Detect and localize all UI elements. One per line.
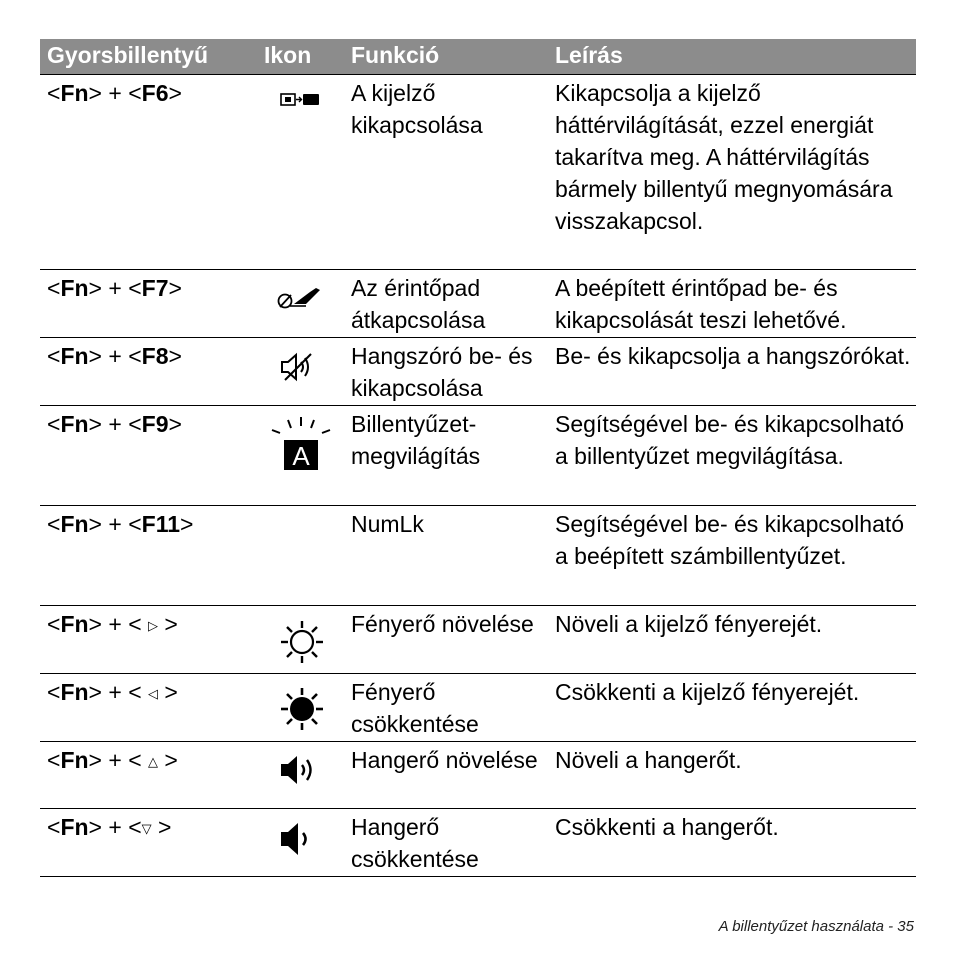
- function-text: NumLk: [351, 511, 424, 537]
- description-text: Növeli a kijelző fényerejét.: [555, 611, 823, 637]
- description-text: Be- és kikapcsolja a hangszórókat.: [555, 343, 911, 369]
- header-function: Funkció: [351, 42, 440, 68]
- keyboard-backlight-icon: [270, 416, 332, 472]
- function-text: Hangerő növelése: [351, 747, 538, 773]
- table-row: [40, 406, 916, 506]
- header-description: Leírás: [555, 42, 623, 68]
- shortcut-key: <Fn> + <F8>: [47, 343, 182, 369]
- description-text: Növeli a hangerőt.: [555, 747, 742, 773]
- description-text: Kikapcsolja a kijelző háttérvilágítását, ezzel energiát takarítva meg. A háttérvilágítás bármely billentyű megnyomására visszakapcsol.: [555, 80, 893, 234]
- function-text: Fényerő csökkentése: [351, 679, 479, 737]
- shortcut-key: <Fn> + <F6>: [47, 80, 182, 106]
- table-row: [40, 506, 916, 606]
- function-text: Billentyűzet-megvilágítás: [351, 411, 481, 469]
- description-text: Segítségével be- és kikapcsolható a billentyűzet megvilágítása.: [555, 411, 905, 469]
- description-text: Csökkenti a kijelző fényerejét.: [555, 679, 860, 705]
- function-text: Fényerő növelése: [351, 611, 534, 637]
- table-row: [40, 338, 916, 406]
- function-text: Hangszóró be- és kikapcsolása: [351, 343, 533, 401]
- table-row: [40, 270, 916, 338]
- table-row: [40, 75, 916, 270]
- table-header: [40, 39, 916, 75]
- description-text: Segítségével be- és kikapcsolható a beépített számbillentyűzet.: [555, 511, 905, 569]
- shortcut-key: <Fn> + <▽ >: [47, 814, 172, 840]
- speaker-mute-icon: [280, 352, 316, 382]
- header-icon: Ikon: [264, 42, 312, 68]
- table-row: [40, 674, 916, 742]
- description-text: Csökkenti a hangerőt.: [555, 814, 779, 840]
- touchpad-toggle-icon: [276, 284, 322, 310]
- function-text: Az érintőpad átkapcsolása: [351, 275, 486, 333]
- description-text: A beépített érintőpad be- és kikapcsolását teszi lehetővé.: [555, 275, 847, 333]
- shortcut-key: <Fn> + < △ >: [47, 747, 178, 773]
- brightness-down-icon: [280, 687, 324, 731]
- page-footer: A billentyűzet használata - 35: [718, 918, 914, 935]
- shortcut-key: <Fn> + <F11>: [47, 511, 194, 537]
- volume-up-icon: [280, 754, 318, 786]
- table-row: [40, 606, 916, 674]
- table-row: [40, 742, 916, 809]
- header-key: Gyorsbillentyű: [47, 42, 209, 68]
- volume-down-icon: [280, 821, 318, 857]
- backlight-letter: A: [292, 441, 310, 471]
- shortcut-key: <Fn> + <F7>: [47, 275, 182, 301]
- shortcut-table: [40, 39, 916, 877]
- function-text: Hangerő csökkentése: [351, 814, 479, 872]
- shortcut-key: <Fn> + < ◁ >: [47, 679, 178, 705]
- function-text: A kijelző kikapcsolása: [351, 80, 483, 138]
- display-off-icon: [280, 93, 322, 107]
- shortcut-key: <Fn> + <F9>: [47, 411, 182, 437]
- brightness-up-icon: [280, 620, 324, 664]
- shortcut-key: <Fn> + < ▷ >: [47, 611, 178, 637]
- table-row: [40, 809, 916, 877]
